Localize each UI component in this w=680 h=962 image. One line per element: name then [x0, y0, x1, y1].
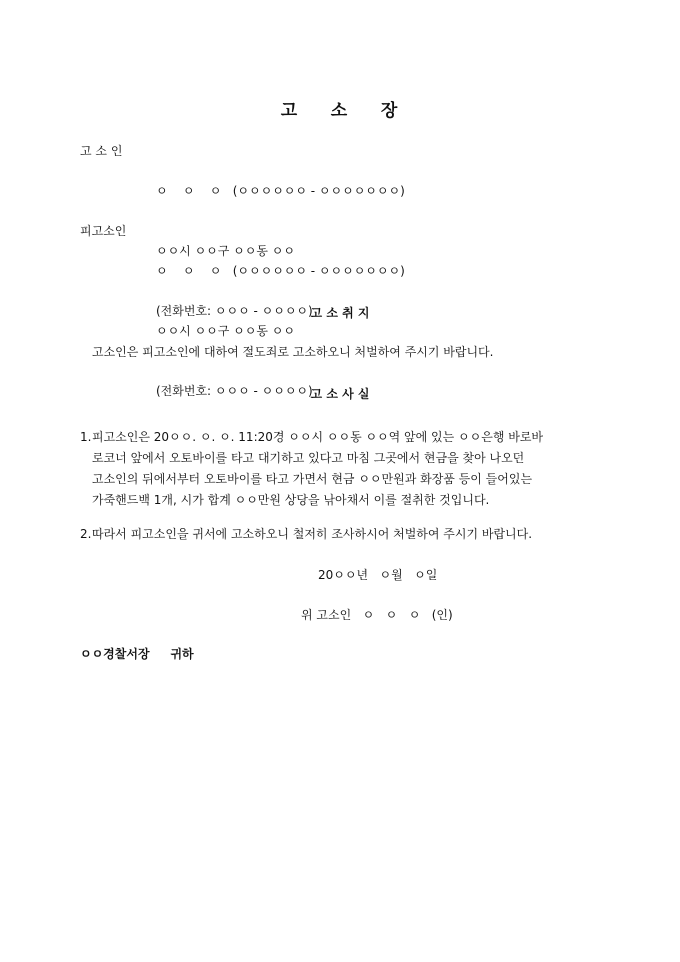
- purpose-text: 고소인은 피고소인에 대하여 절도죄로 고소하오니 처벌하여 주시기 바랍니다.: [92, 345, 494, 359]
- facts-item-1-line: 가죽핸드백 1개, 시가 합계 ㅇㅇ만원 상당을 낚아채서 이를 절취한 것입니다.: [92, 493, 490, 507]
- defendant-label: 피고소인: [80, 224, 127, 238]
- document-title: 고 소 장: [280, 101, 400, 121]
- facts-item-1-line: 로코너 앞에서 오토바이를 타고 대기하고 있다고 마침 그곳에서 현금을 찾아 나오던: [92, 451, 525, 465]
- purpose-heading: 고 소 취 지: [310, 306, 370, 320]
- signature-line: 위 고소인 ㅇ ㅇ ㅇ (인): [301, 608, 453, 622]
- defendant-phone: (전화번호: ㅇㅇㅇ - ㅇㅇㅇㅇ): [156, 384, 313, 398]
- complainant-phone: (전화번호: ㅇㅇㅇ - ㅇㅇㅇㅇ): [156, 304, 313, 318]
- facts-item-2-number: 2.: [80, 527, 92, 541]
- defendant-name: ㅇ ㅇ ㅇ (ㅇㅇㅇㅇㅇㅇ - ㅇㅇㅇㅇㅇㅇㅇ): [156, 264, 405, 278]
- facts-item-1-line: 피고소인은 20ㅇㅇ. ㅇ. ㅇ. 11:20경 ㅇㅇ시 ㅇㅇ동 ㅇㅇ역 앞에 있는 ㅇㅇ은행 바로바: [92, 430, 544, 444]
- document-date: 20ㅇㅇ년 ㅇ월 ㅇ일: [318, 568, 438, 582]
- facts-item-1-line: 고소인의 뒤에서부터 오토바이를 타고 가면서 현금 ㅇㅇ만원과 화장품 등이 들어있는: [92, 472, 533, 486]
- facts-item-2-body: [92, 524, 532, 545]
- defendant-details: [156, 221, 405, 441]
- defendant-address: ㅇㅇ시 ㅇㅇ구 ㅇㅇ동 ㅇㅇ: [156, 324, 295, 338]
- complainant-name: ㅇ ㅇ ㅇ (ㅇㅇㅇㅇㅇㅇ - ㅇㅇㅇㅇㅇㅇㅇ): [156, 184, 405, 198]
- facts-heading: 고 소 사 실: [310, 387, 370, 401]
- facts-item-1-body: [92, 427, 543, 511]
- addressee: ㅇㅇ경찰서장 귀하: [80, 647, 194, 661]
- facts-item-2-text: 따라서 피고소인을 귀서에 고소하오니 철저히 조사하시어 처벌하여 주시기 바랍니다.: [92, 527, 533, 541]
- facts-item-1-number: 1.: [80, 430, 92, 444]
- complainant-address: ㅇㅇ시 ㅇㅇ구 ㅇㅇ동 ㅇㅇ: [156, 244, 295, 258]
- complainant-label: 고 소 인: [80, 144, 123, 158]
